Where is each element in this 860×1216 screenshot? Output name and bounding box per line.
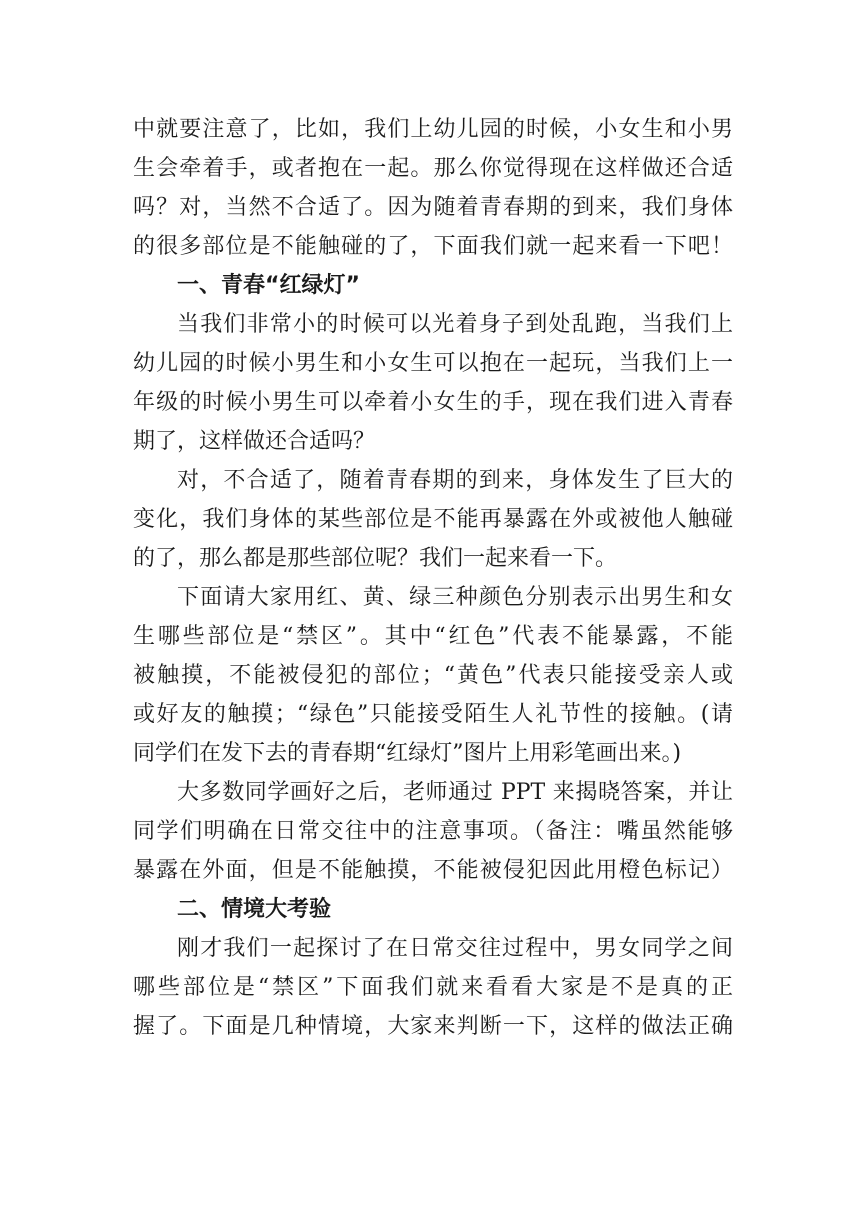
text-line: 暴露在外面，但是不能触摸，不能被侵犯因此用橙色标记） (133, 858, 733, 883)
text-line: 的了，那么都是那些部位呢？我们一起来看一下。 (133, 546, 618, 571)
section-heading-1: 一、青春“红绿灯” (177, 273, 360, 298)
text-line: 哪些部位是“禁区”下面我们就来看看大家是不是真的正 (133, 975, 733, 1000)
text-line: 对，不合适了，随着青春期的到来，身体发生了巨大的 (177, 468, 733, 493)
text-line: 幼儿园的时候小男生和小女生可以抱在一起玩，当我们上一 (133, 351, 733, 376)
text-line: 或好友的触摸；“绿色”只能接受陌生人礼节性的接触。(请 (133, 702, 733, 727)
text-line: 大多数同学画好之后，老师通过 PPT 来揭晓答案，并让 (177, 780, 733, 805)
text-line: 生会牵着手，或者抱在一起。那么你觉得现在这样做还合适 (133, 156, 733, 181)
text-line: 生哪些部位是“禁区”。其中“红色”代表不能暴露，不能 (133, 624, 733, 649)
text-line: 当我们非常小的时候可以光着身子到处乱跑，当我们上 (177, 312, 733, 337)
text-line: 握了。下面是几种情境，大家来判断一下，这样的做法正确 (133, 1014, 733, 1039)
text-line: 年级的时候小男生可以牵着小女生的手，现在我们进入青春 (133, 390, 733, 415)
text-line: 下面请大家用红、黄、绿三种颜色分别表示出男生和女 (177, 585, 733, 610)
text-line: 期了，这样做还合适吗？ (133, 429, 376, 454)
text-line: 变化，我们身体的某些部位是不能再暴露在外或被他人触碰 (133, 507, 733, 532)
text-line: 吗？对，当然不合适了。因为随着青春期的到来，我们身体 (133, 195, 733, 220)
section-heading-2: 二、情境大考验 (177, 897, 332, 922)
text-line: 中就要注意了，比如，我们上幼儿园的时候，小女生和小男 (133, 117, 733, 142)
document-body (133, 110, 733, 1046)
text-line: 的很多部位是不能触碰的了，下面我们就一起来看一下吧！ (133, 234, 733, 259)
text-line: 刚才我们一起探讨了在日常交往过程中，男女同学之间 (177, 936, 733, 961)
text-line: 被触摸，不能被侵犯的部位；“黄色”代表只能接受亲人或 (133, 663, 733, 688)
text-line: 同学们明确在日常交往中的注意事项。（备注：嘴虽然能够 (133, 819, 733, 844)
text-line: 同学们在发下去的青春期“红绿灯”图片上用彩笔画出来。) (133, 741, 682, 766)
